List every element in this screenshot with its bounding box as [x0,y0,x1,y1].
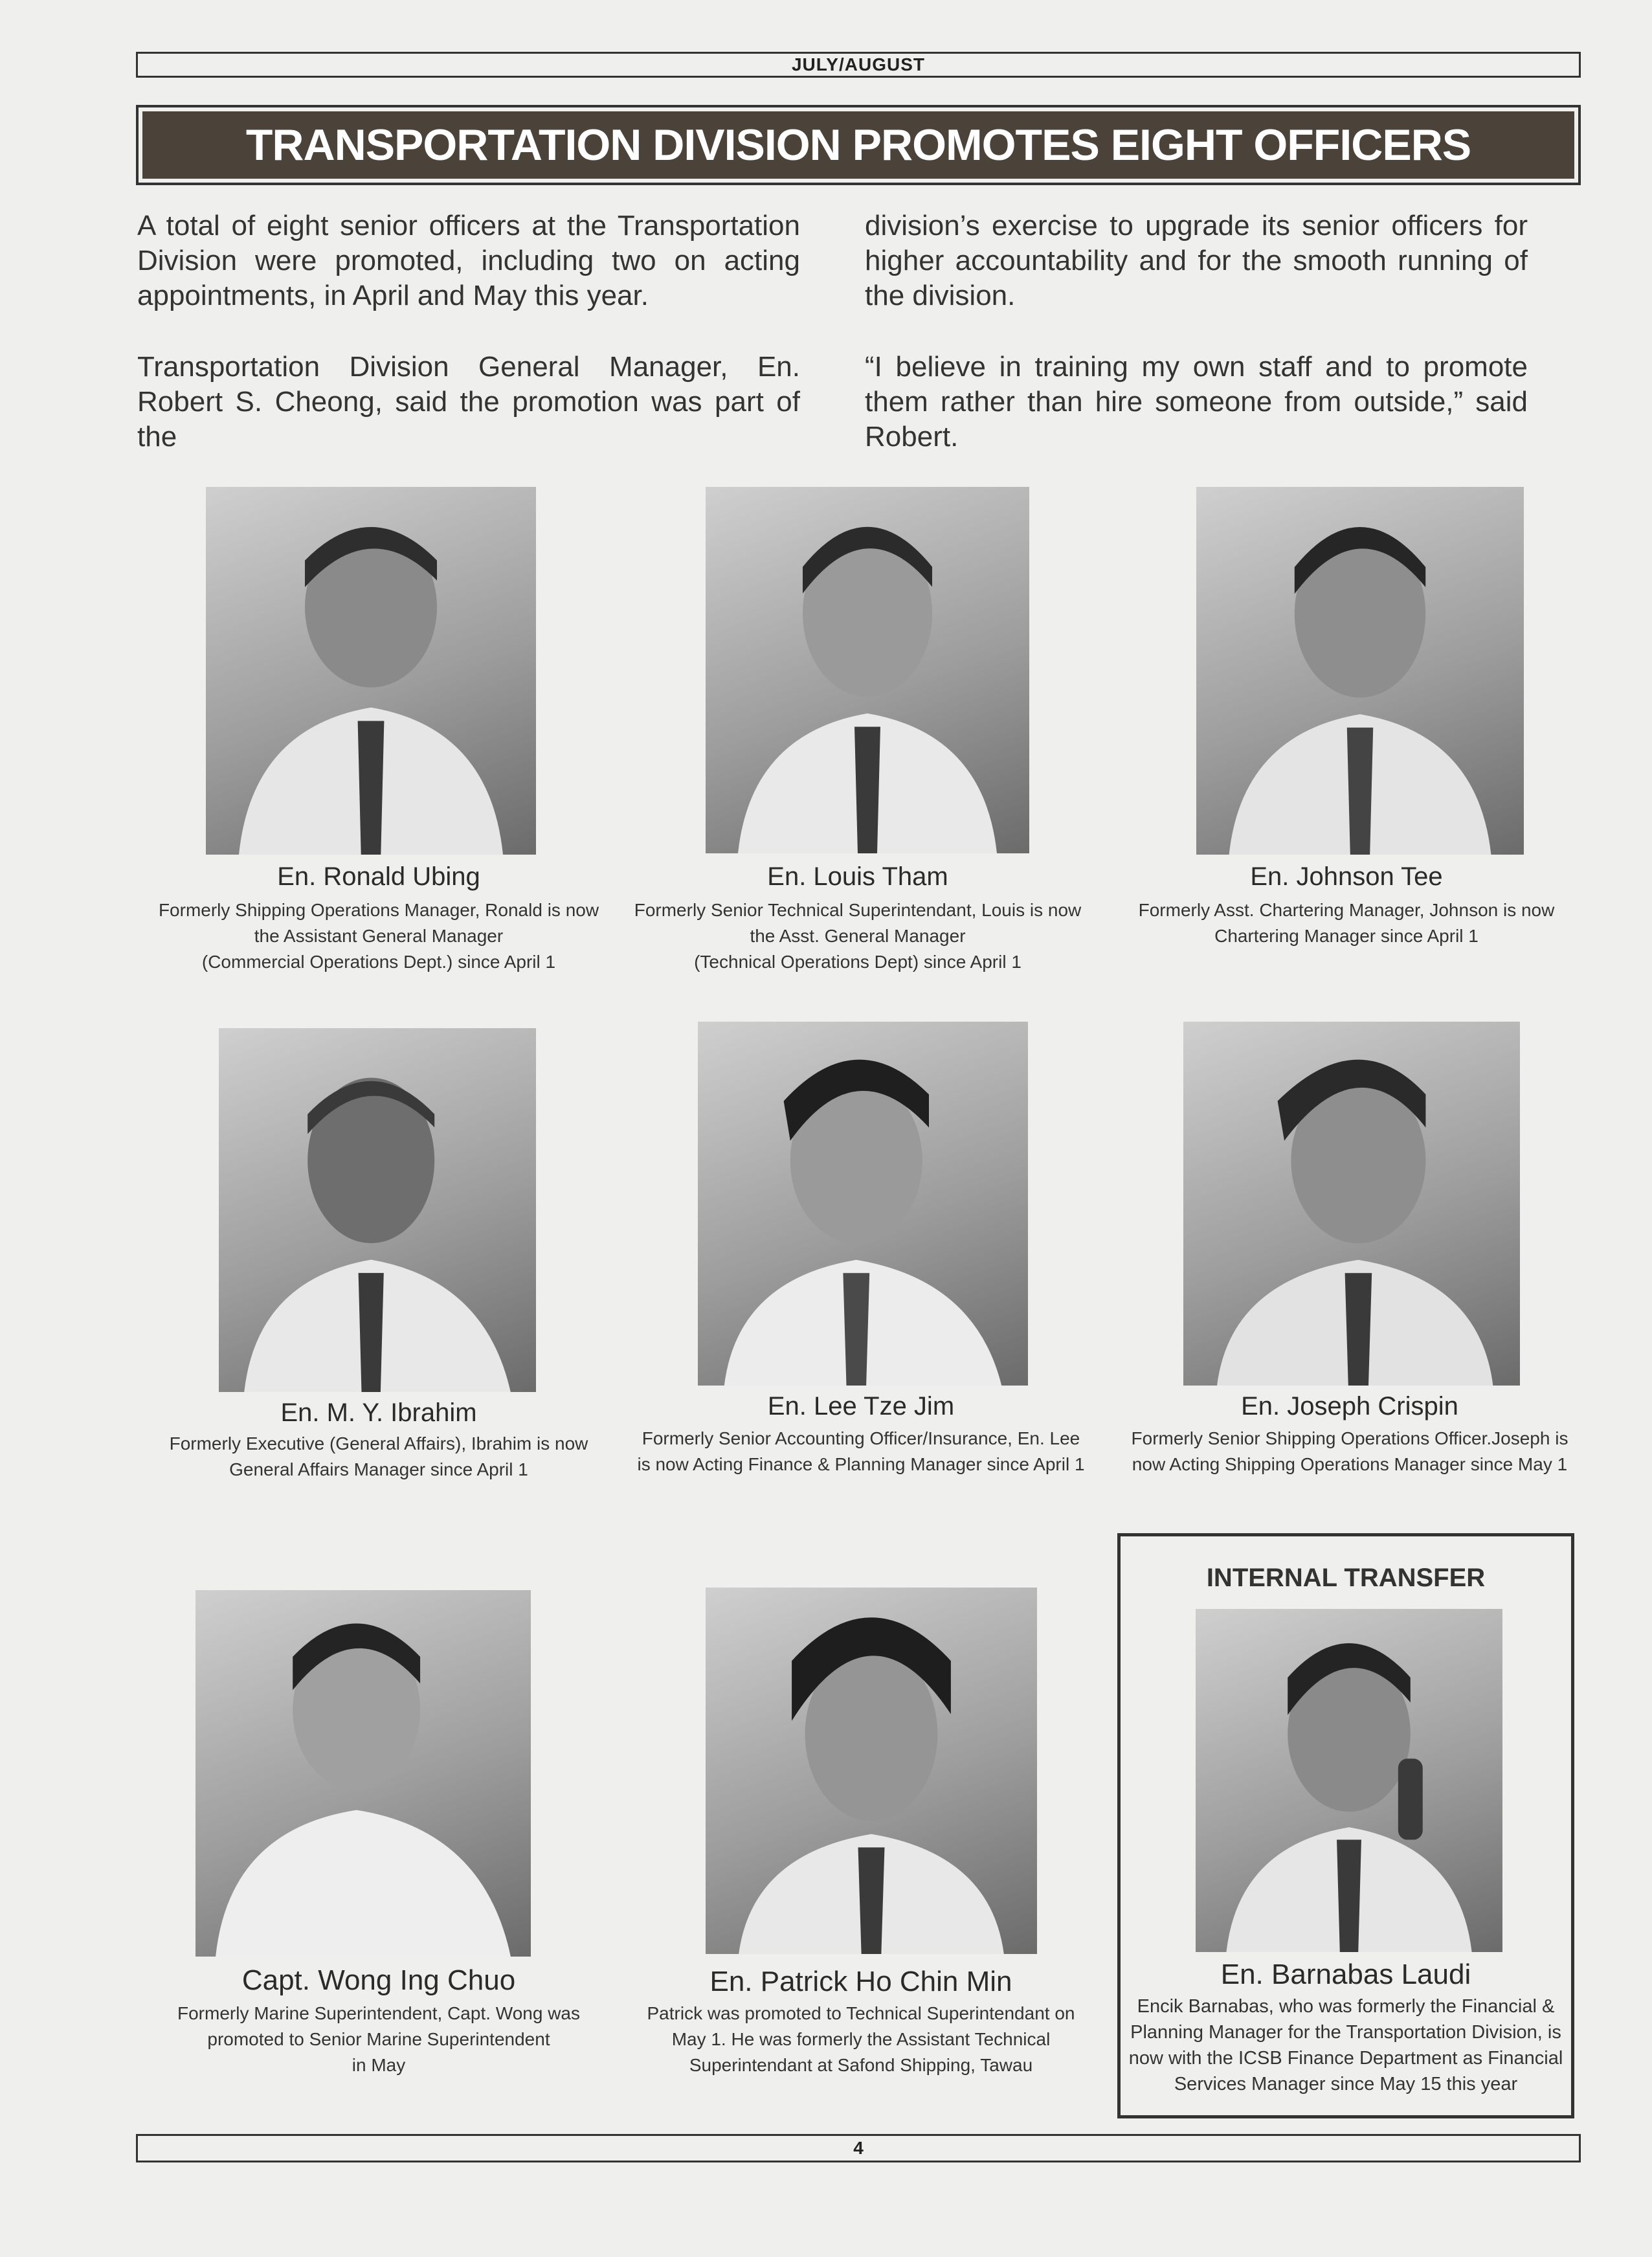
officer-name: Capt. Wong Ing Chuo [241,1964,516,1996]
caption-line: (Commercial Operations Dept.) since April 1 [201,952,556,972]
caption-line: Formerly Shipping Operations Manager, Ronald is now [158,900,599,920]
officer-photo [706,487,1029,853]
officer-name: En. Patrick Ho Chin Min [709,1966,1012,1997]
caption-line: Superintendant at Safond Shipping, Tawau [689,2055,1033,2075]
intro-paragraph: division’s exercise to upgrade its senior officers for higher accountability and for the smooth running of the division. [865,210,1528,311]
intro-paragraph: “I believe in training my own staff and to promote them rather than hire someone from outside,” said Robert. [865,351,1528,453]
officer-card-louis-tham [628,487,1088,979]
officer-card-ronald-ubing [149,487,608,979]
officer-photo [206,487,536,855]
intro-paragraph: A total of eight senior officers at the Transportation Division were promoted, including two on acting appointments, in April and May this year. [137,210,800,311]
officer-card-johnson-tee [1120,487,1573,979]
caption-line: in May [352,2055,406,2075]
officer-card-wong-ing-chuo [149,1590,608,2095]
caption-line: Formerly Asst. Chartering Manager, Johnson is now [1138,900,1555,920]
officer-name: En. M. Y. Ibrahim [280,1398,477,1427]
officer-name: En. Johnson Tee [1250,862,1443,891]
officer-name: En. Joseph Crispin [1241,1392,1458,1420]
officer-caption [628,2001,1094,2078]
issue-label: JULY/AUGUST [791,54,925,74]
officer-caption [628,897,1088,975]
officer-photo [698,1022,1028,1386]
officer-photo [1196,487,1524,855]
caption-line: Encik Barnabas, who was formerly the Financial & [1137,1996,1555,2017]
intro-column-left [137,208,800,491]
transfer-photo [1196,1609,1502,1952]
internal-transfer-title: INTERNAL TRANSFER [1206,1564,1486,1592]
page-footer [136,2134,1581,2162]
caption-line: (Technical Operations Dept) since April 1 [694,952,1021,972]
officer-card-lee-tze-jim [628,1022,1094,1494]
caption-line: Formerly Senior Accounting Officer/Insurance, En. Lee [642,1428,1080,1448]
officer-name: En. Louis Tham [767,862,948,891]
officer-photo [195,1590,531,1957]
caption-line: the Assistant General Manager [254,926,504,946]
officer-photo [706,1588,1037,1954]
officer-name: En. Lee Tze Jim [767,1392,955,1420]
headline-frame [136,105,1581,185]
caption-line: Formerly Marine Superintendent, Capt. Wong was [177,2003,580,2023]
article-headline: TRANSPORTATION DIVISION PROMOTES EIGHT OFFICERS [142,111,1574,179]
caption-line: Formerly Executive (General Affairs), Ibrahim is now [169,1433,588,1454]
caption-line: is now Acting Finance & Planning Manager since April 1 [637,1454,1085,1474]
officer-caption [149,1431,608,1483]
officer-card-patrick-ho [628,1588,1094,2095]
caption-line: Chartering Manager since April 1 [1214,926,1479,946]
caption-line: now with the ICSB Finance Department as Financial [1128,2048,1563,2069]
internal-transfer-box [1117,1533,1574,2118]
officer-card-joseph-crispin [1120,1022,1579,1494]
caption-line: Planning Manager for the Transportation Division, is [1130,2022,1561,2043]
intro-paragraph: Transportation Division General Manager, En. Robert S. Cheong, said the promotion was part of the [137,351,800,453]
officer-name: En. Ronald Ubing [277,862,480,891]
caption-line: Formerly Senior Technical Superintendant, Louis is now [634,900,1082,920]
caption-line: Services Manager since May 15 this year [1174,2074,1518,2094]
transfer-caption [1121,1993,1571,2097]
officer-caption [149,2001,608,2078]
caption-line: now Acting Shipping Operations Manager since May 1 [1132,1454,1568,1474]
officer-photo [219,1028,536,1392]
caption-line: May 1. He was formerly the Assistant Technical [671,2029,1051,2049]
officer-caption [628,1426,1094,1477]
officer-card-m-y-ibrahim [149,1028,608,1494]
page-number: 4 [853,2138,864,2158]
caption-line: General Affairs Manager since April 1 [229,1459,528,1479]
officer-caption [1120,1426,1579,1477]
intro-column-right [865,208,1528,491]
caption-line: the Asst. General Manager [750,926,966,946]
caption-line: promoted to Senior Marine Superintendent [207,2029,550,2049]
caption-line: Formerly Senior Shipping Operations Officer.Joseph is [1131,1428,1568,1448]
caption-line: Patrick was promoted to Technical Superintendant on [647,2003,1075,2023]
officer-caption [1120,897,1573,949]
officer-photo [1183,1022,1520,1386]
issue-header [136,52,1581,78]
officer-caption [149,897,608,975]
transfer-name: En. Barnabas Laudi [1220,1959,1471,1990]
